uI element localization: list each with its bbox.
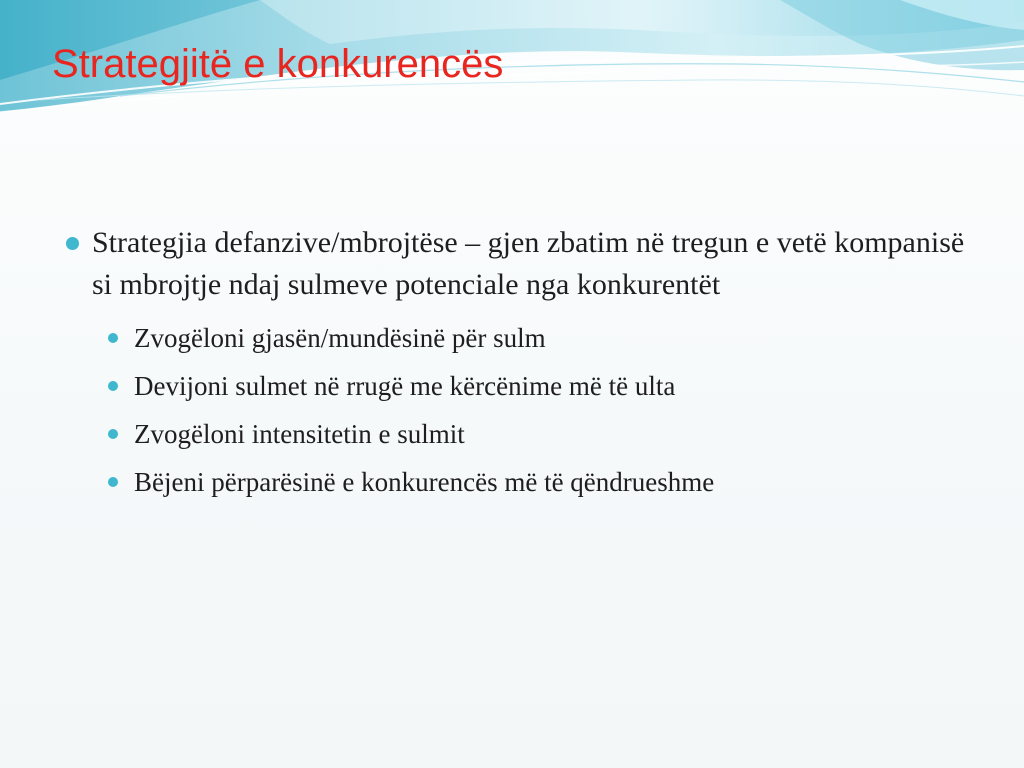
bullet-dot-icon [108,333,118,343]
sub-bullet-item [62,410,982,458]
bullet-dot-icon [108,429,118,439]
sub-bullet-list [62,314,982,506]
sub-bullet-item [62,314,982,362]
bullet-dot-icon [66,237,79,250]
main-bullet-text: Strategjia defanzive/mbrojtëse – gjen zbatim në tregun e vetë kompanisë si mbrojtje ndaj sulmeve potenciale nga konkurentët [92,226,965,301]
sub-bullet-item [62,362,982,410]
bullet-dot-icon [108,477,118,487]
sub-bullet-text: Devijoni sulmet në rrugë me kërcënime më të ulta [134,371,676,401]
sub-bullet-text: Zvogëloni intensitetin e sulmit [134,419,465,449]
slide-title: Strategjitë e konkurencës [52,42,504,86]
bullet-dot-icon [108,381,118,391]
slide-content [62,222,982,506]
sub-bullet-text: Bëjeni përparësinë e konkurencës më të qëndrueshme [134,467,715,497]
sub-bullet-item [62,458,982,506]
main-bullet-item [62,222,982,306]
sub-bullet-text: Zvogëloni gjasën/mundësinë për sulm [134,323,546,353]
